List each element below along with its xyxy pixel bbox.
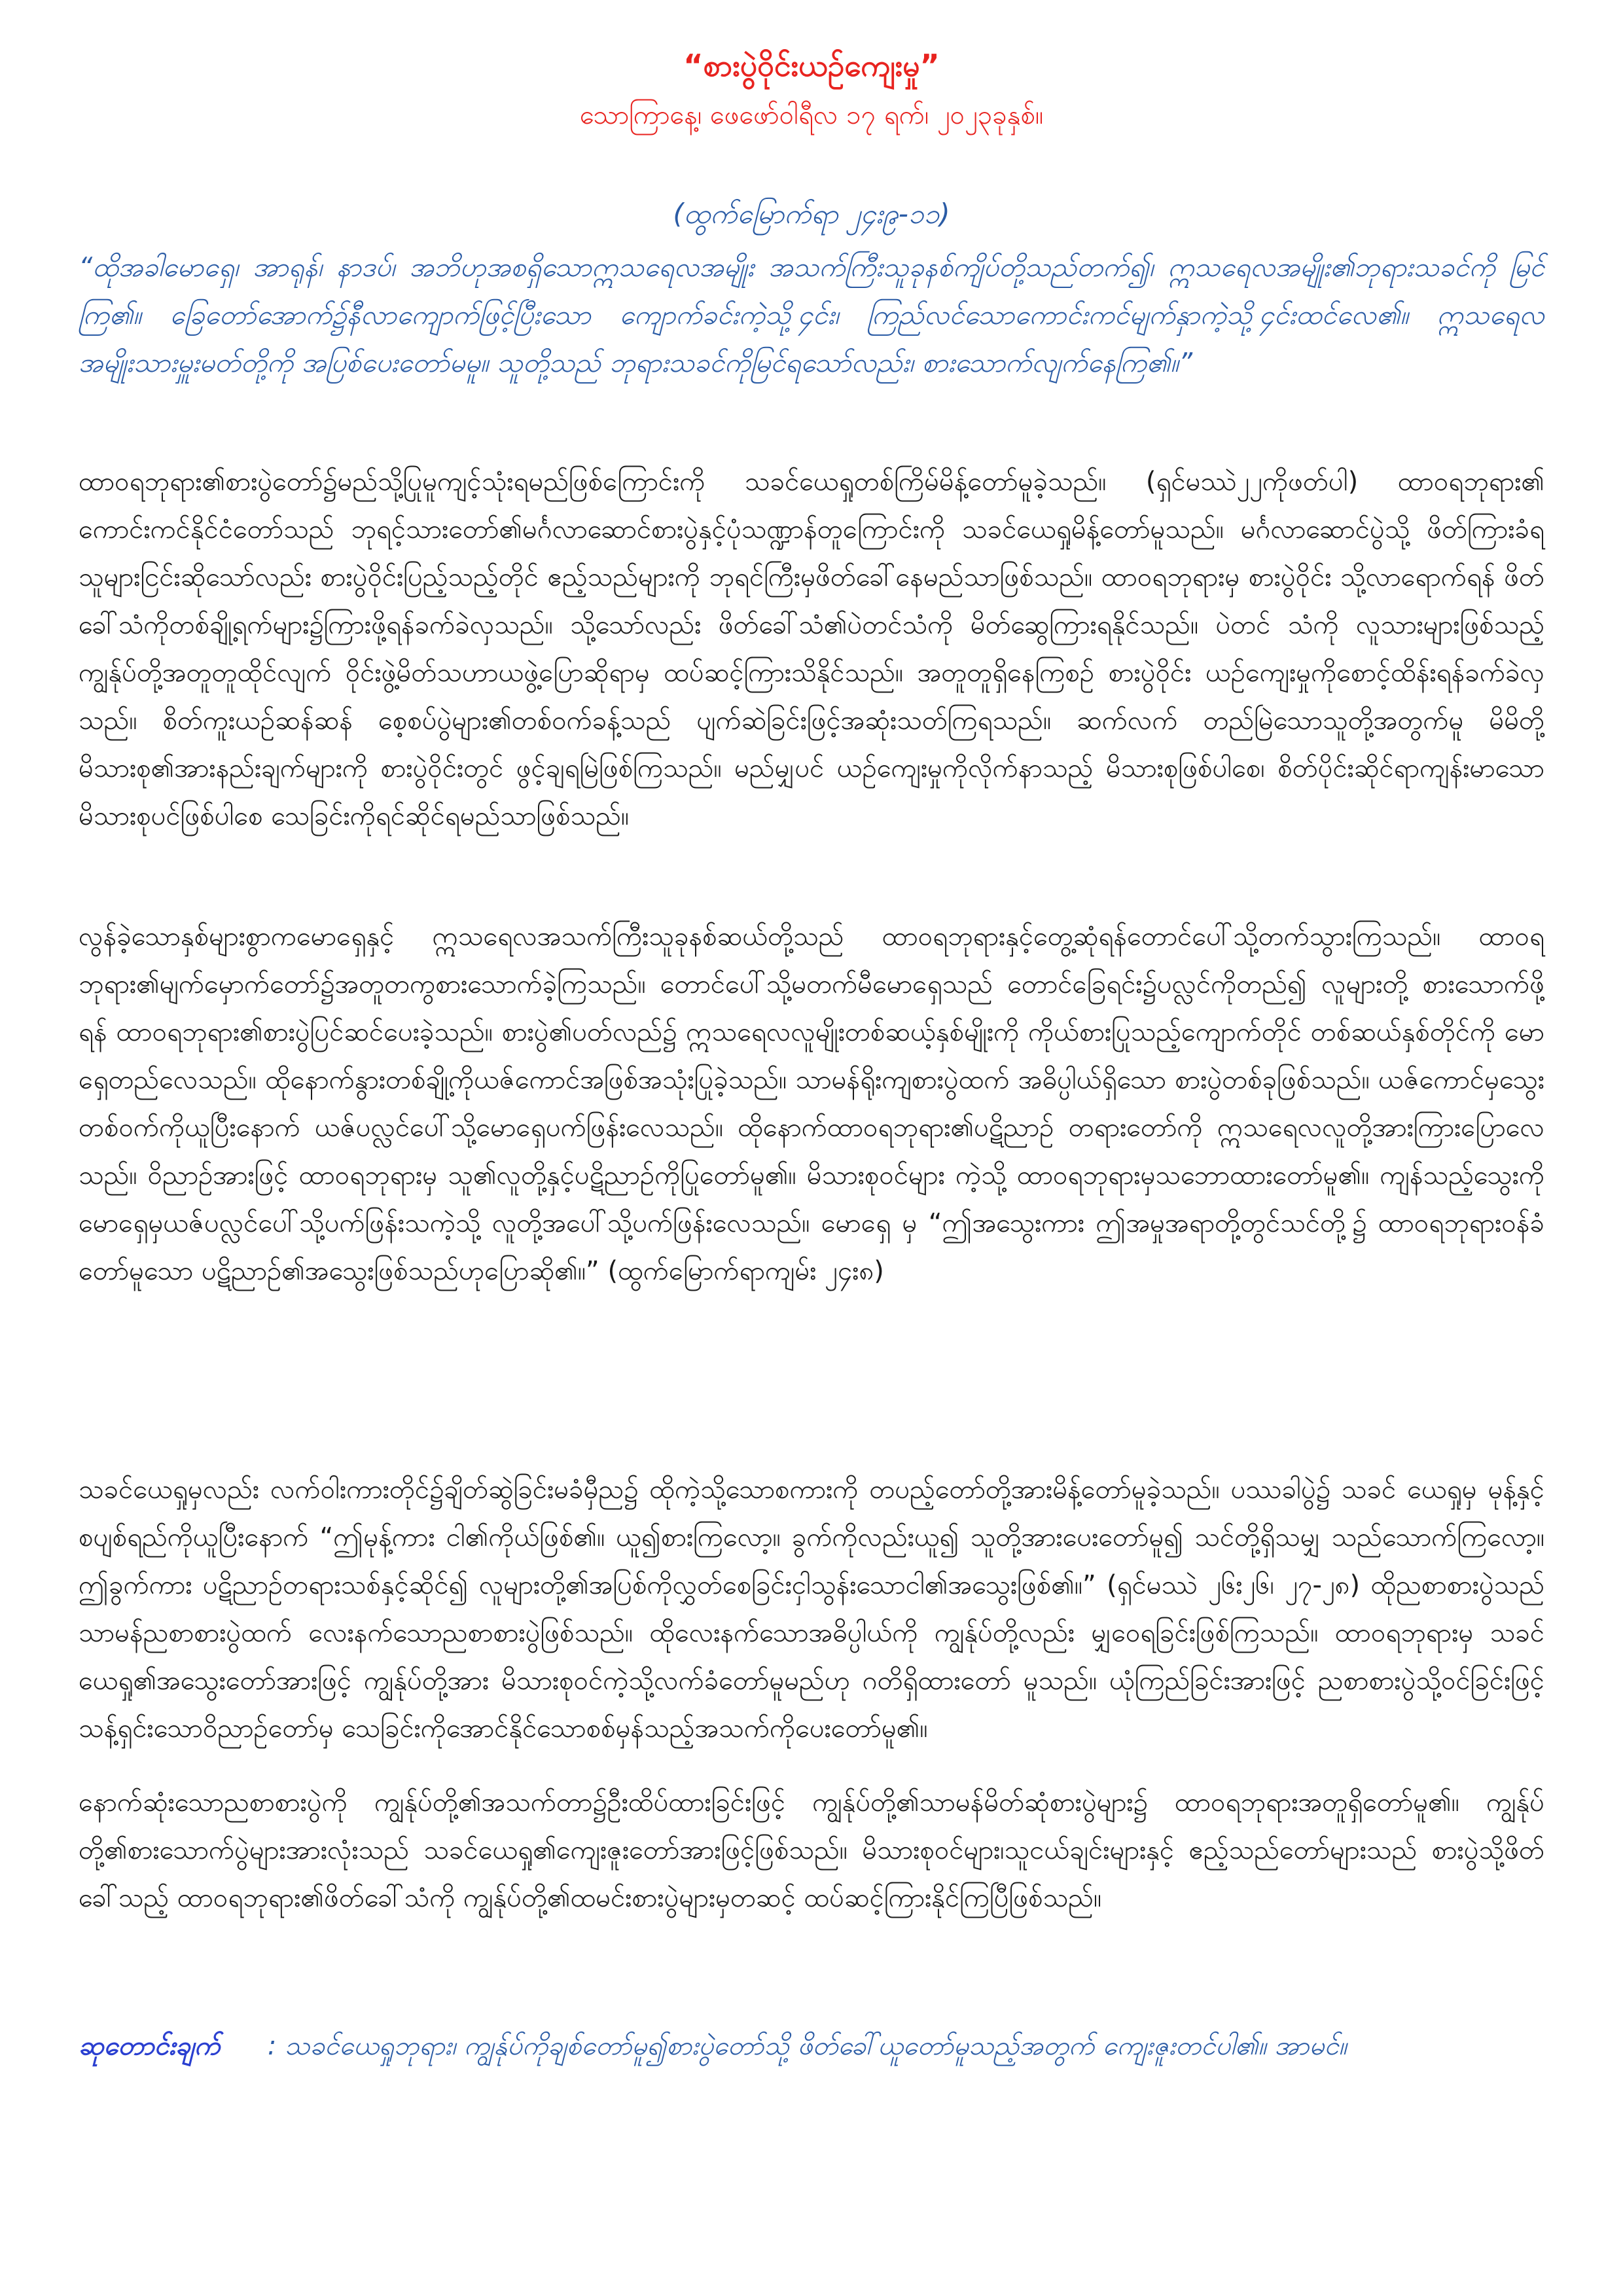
prayer-text: : သခင်ယေရှုဘုရား၊ ကျွန်ုပ်ကိုချစ်တော်မူ၍စားပွဲတော်သို့ ဖိတ်ခေါ်ယူတော်မူသည့်အတွက် ကျေးဇူးတင်ပါ၏။ အာမင်။ (267, 2031, 1347, 2061)
prayer-label: ဆုတောင်းချက် (79, 2031, 221, 2061)
body-paragraph-1: ထာဝရဘုရား၏စားပွဲတော်၌မည်သို့ပြုမူကျင့်သုံးရမည်ဖြစ်ကြောင်းကို သခင်ယေရှုတစ်ကြိမ်မိန့်တော်မူခဲ့သည်။ (ရှင်မဿဲ၂၂ကိုဖတ်ပါ) ထာဝရဘုရား၏ ကောင်းကင်နိုင်ငံတော်သည် ဘုရင့်သားတော်၏မင်္ဂလာဆောင်စားပွဲနှင့်ပုံသဏ္ဍာန်တူကြောင်းကို သခင်ယေရှုမိန့်တော်မူသည်။ မင်္ဂလာဆောင်ပွဲသို့ ဖိတ်ကြားခံရသူများငြင်းဆိုသော်လည်း စားပွဲဝိုင်းပြည့်သည့်တိုင် ဧည့်သည်များကို ဘုရင်ကြီးမှဖိတ်ခေါ်နေမည်သာဖြစ်သည်။ ထာဝရဘုရားမှ စားပွဲဝိုင်း သို့လာရောက်ရန် ဖိတ်ခေါ်သံကိုတစ်ချို့ရက်များ၌ကြားဖို့ရန်ခက်ခဲလှသည်။ သို့သော်လည်း ဖိတ်ခေါ်သံ၏ပဲတင်သံကို မိတ်ဆွေကြားရနိုင်သည်။ ပဲတင် သံကို လူသားများဖြစ်သည့်ကျွန်ုပ်တို့အတူတူထိုင်လျက် ဝိုင်းဖွဲ့မိတ်သဟာယဖွဲ့ပြောဆိုရာမှ ထပ်ဆင့်ကြားသိနိုင်သည်။ အတူတူရှိနေကြစဉ် စားပွဲဝိုင်း ယဉ်ကျေးမှုကိုစောင့်ထိန်းရန်ခက်ခဲလှသည်။ စိတ်ကူးယဉ်ဆန်ဆန် စေ့စပ်ပွဲများ၏တစ်ဝက်ခန့်သည် ပျက်ဆဲခြင်းဖြင့်အဆုံးသတ်ကြရသည်။ ဆက်လက် တည်မြဲသောသူတို့အတွက်မူ မိမိတို့မိသားစု၏အားနည်းချက်များကို စားပွဲဝိုင်းတွင် ဖွင့်ချရမြဲဖြစ်ကြသည်။ မည်မျှပင် ယဉ်ကျေးမှုကိုလိုက်နာသည့် မိသားစုဖြစ်ပါစေ၊ စိတ်ပိုင်းဆိုင်ရာကျန်းမာသောမိသားစုပင်ဖြစ်ပါစေ သေခြင်းကိုရင်ဆိုင်ရမည်သာဖြစ်သည်။ (79, 467, 1544, 831)
body-paragraph-2: လွန်ခဲ့သောနှစ်များစွာကမောရှေနှင့် ဣသရေလအသက်ကြီးသူခုနစ်ဆယ်တို့သည် ထာဝရဘုရားနှင့်တွေ့ဆုံရန်တောင်ပေါ်သို့တက်သွားကြသည်။ ထာဝရ ဘုရား၏မျက်မှောက်တော်၌အတူတကွစားသောက်ခဲ့ကြသည်။ တောင်ပေါ်သို့မတက်မီမောရှေသည် တောင်ခြေရင်း၌ပလ္လင်ကိုတည်၍ လူများတို့ စားသောက်ဖို့ရန် ထာဝရဘုရား၏စားပွဲပြင်ဆင်ပေးခဲ့သည်။ စားပွဲ၏ပတ်လည်၌ ဣသရေလလူမျိုးတစ်ဆယ့်နှစ်မျိုးကို ကိုယ်စားပြုသည့်ကျောက်တိုင် တစ်ဆယ်နှစ်တိုင်ကို မောရှေတည်လေသည်။ ထိုနောက်နွားတစ်ချို့ကိုယဇ်ကောင်အဖြစ်အသုံးပြုခဲ့သည်။ သာမန်ရိုးကျစားပွဲထက် အဓိပ္ပါယ်ရှိသော စားပွဲတစ်ခုဖြစ်သည်။ ယဇ်ကောင်မှသွေးတစ်ဝက်ကိုယူပြီးနောက် ယဇ်ပလ္လင်ပေါ်သို့မောရှေပက်ဖြန်းလေသည်။ ထိုနောက်ထာဝရဘုရား၏ပဋိညာဉ် တရားတော်ကို ဣသရေလလူတို့အားကြားပြောလေသည်။ ဝိညာဉ်အားဖြင့် ထာဝရဘုရားမှ သူ၏လူတို့နှင့်ပဋိညာဉ်ကိုပြုတော်မူ၏။ မိသားစုဝင်များ ကဲ့သို့ ထာဝရဘုရားမှသဘောထားတော်မူ၏။ ကျန်သည့်သွေးကို မောရှေမှယဇ်ပလ္လင်ပေါ်သို့ပက်ဖြန်းသကဲ့သို့ လူတို့အပေါ်သို့ပက်ဖြန်းလေသည်။ မောရှေ မှ “ဤအသွေးကား ဤအမှုအရာတို့တွင်သင်တို့၌ ထာဝရဘုရားဝန်ခံတော်မူသော ပဋိညာဉ်၏အသွေးဖြစ်သည်ဟုပြောဆို၏။” (ထွက်မြောက်ရာကျမ်း ၂၄း၈) (79, 922, 1544, 1286)
scripture-quote: “ထိုအခါမောရှေ၊ အာရုန်၊ နာဒပ်၊ အဘိဟုအစရှိသောဣသရေလအမျိုး အသက်ကြီးသူခုနစ်ကျိပ်တို့သည်တက်၍၊ ဣသရေလအမျိုး၏ဘုရားသခင်ကို မြင်ကြ၏။ ခြေတော်အောက်၌နီလာကျောက်ဖြင့်ပြီးသော ကျောက်ခင်းကဲ့သို့၄င်း၊ ကြည်လင်သောကောင်းကင်မျက်နှာကဲ့သို့၄င်းထင်လေ၏။ ဣသရေလ အမျိုးသားမှူးမတ်တို့ကို အပြစ်ပေးတော်မမူ။ သူတို့သည် ဘုရားသခင်ကိုမြင်ရသော်လည်း၊ စားသောက်လျက်နေကြ၏။” (79, 251, 1544, 378)
body-paragraph-3: သခင်ယေရှုမှလည်း လက်ဝါးကားတိုင်၌ချိတ်ဆွဲခြင်းမခံမှီည၌ ထိုကဲ့သို့သောစကားကို တပည့်တော်တို့အားမိန့်တော်မူခဲ့သည်။ ပဿခါပွဲ၌ သခင် ယေရှုမှ မုန့်နှင့်စပျစ်ရည်ကိုယူပြီးနောက် “ဤမုန့်ကား ငါ၏ကိုယ်ဖြစ်၏။ ယူ၍စားကြလော့။ ခွက်ကိုလည်းယူ၍ သူတို့အားပေးတော်မူ၍ သင်တို့ရှိသမျှ သည်သောက်ကြလော့။ ဤခွက်ကား ပဋိညာဉ်တရားသစ်နှင့်ဆိုင်၍ လူများတို့၏အပြစ်ကိုလွှတ်စေခြင်းငှါသွန်းသောငါ၏အသွေးဖြစ်၏။” (ရှင်မဿဲ ၂၆း၂၆၊ ၂၇-၂၈) ထိုညစာစားပွဲသည် သာမန်ညစာစားပွဲထက် လေးနက်သောညစာစားပွဲဖြစ်သည်။ ထိုလေးနက်သောအဓိပ္ပါယ်ကို ကျွန်ုပ်တို့လည်း မျှဝေရခြင်းဖြစ်ကြသည်။ ထာဝရဘုရားမှ သခင်ယေရှု၏အသွေးတော်အားဖြင့် ကျွန်ုပ်တို့အား မိသားစုဝင်ကဲ့သို့လက်ခံတော်မူမည်ဟု ဂတိရှိထားတော် မူသည်။ ယုံကြည်ခြင်းအားဖြင့် ညစာစားပွဲသို့ဝင်ခြင်းဖြင့် သန့်ရှင်းသောဝိညာဉ်တော်မှ သေခြင်းကိုအောင်နိုင်သောစစ်မှန်သည့်အသက်ကိုပေးတော်မူ၏။ (79, 1475, 1544, 1744)
page-title: “စားပွဲဝိုင်းယဉ်ကျေးမှု” (683, 48, 940, 83)
scripture-reference: (ထွက်မြောက်ရာ ၂၄း၉-၁၁) (673, 198, 950, 230)
date-line: သောကြာနေ့၊ ဖေဖော်ဝါရီလ ၁၇ ရက်၊ ၂၀၂၃ခုနှစ်။ (579, 100, 1044, 130)
body-paragraph-4: နောက်ဆုံးသောညစာစားပွဲကို ကျွန်ုပ်တို့၏အသက်တာ၌ဦးထိပ်ထားခြင်းဖြင့် ကျွန်ုပ်တို့၏သာမန်မိတ်ဆုံစားပွဲများ၌ ထာဝရဘုရားအတူရှိတော်မူ၏။ ကျွန်ုပ်တို့၏စားသောက်ပွဲများအားလုံးသည် သခင်ယေရှု၏ကျေးဇူးတော်အားဖြင့်ဖြစ်သည်။ မိသားစုဝင်များ၊သူငယ်ချင်းများနှင့် ဧည့်သည်တော်များသည် စားပွဲသို့ဖိတ်ခေါ်သည့် ထာဝရဘုရား၏ဖိတ်ခေါ်သံကို ကျွန်ုပ်တို့၏ထမင်းစားပွဲများမှတဆင့် ထပ်ဆင့်ကြားနိုင်ကြပြီဖြစ်သည်။ (79, 1787, 1544, 1913)
prayer (79, 2029, 1544, 2068)
